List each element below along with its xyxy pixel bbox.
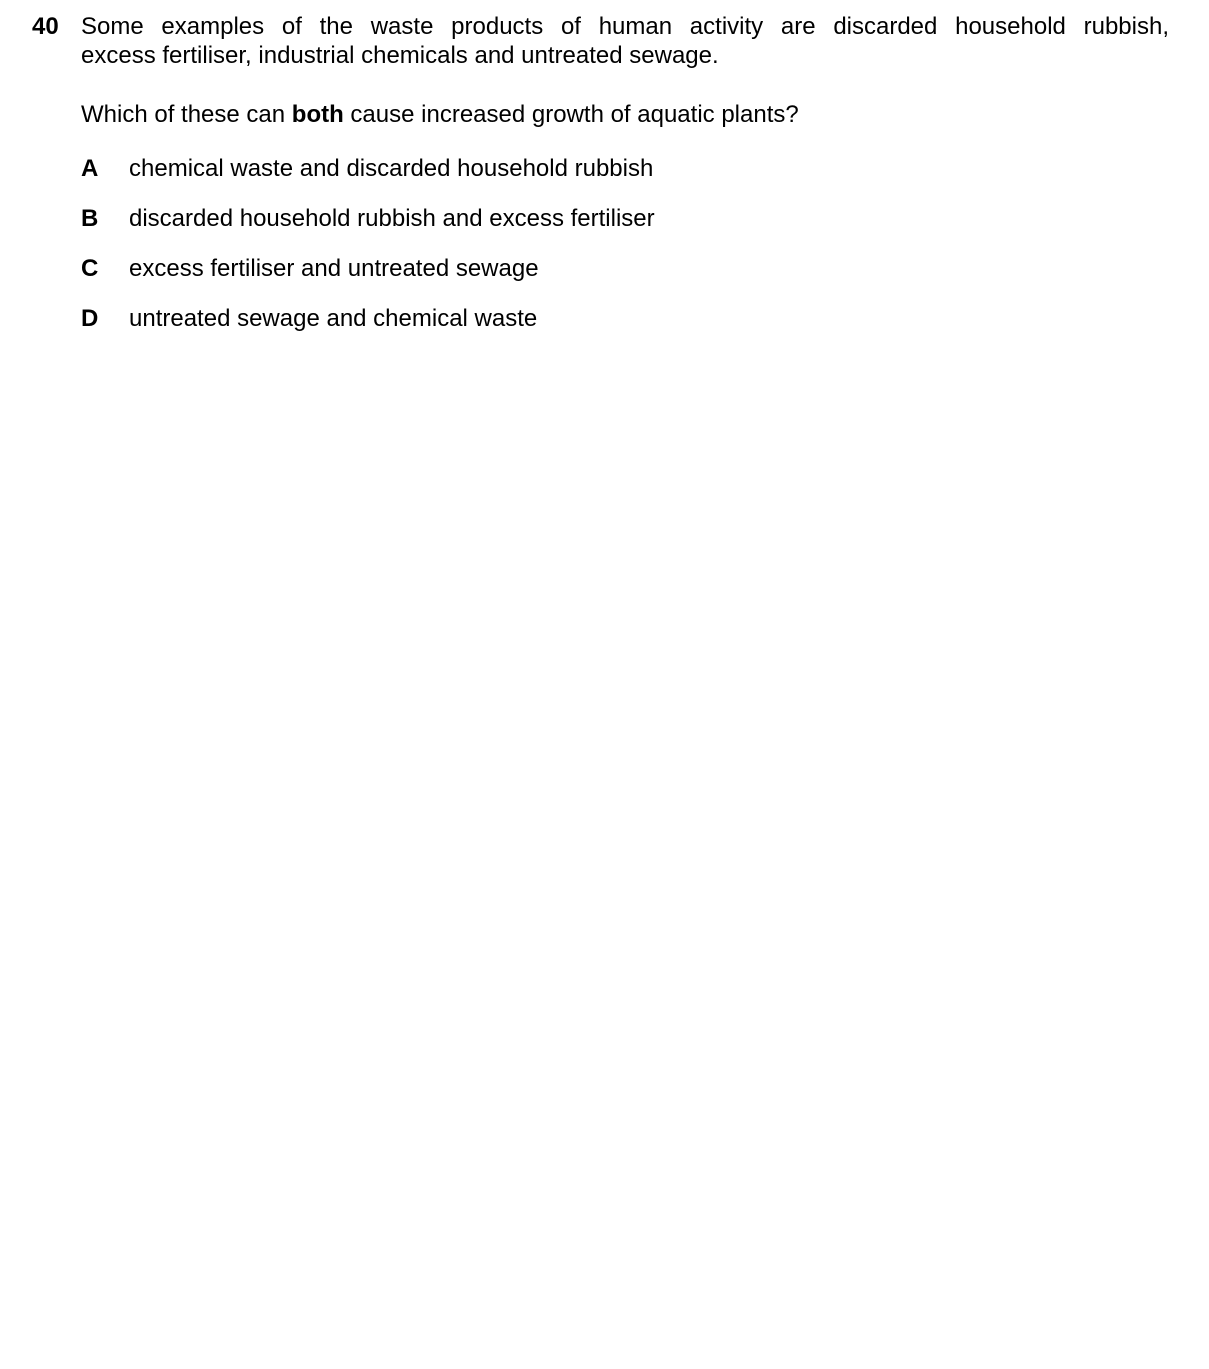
stem-line-2: excess fertiliser, industrial chemicals and untreated sewage.	[81, 42, 719, 69]
option-letter: C	[81, 255, 99, 282]
prompt-text-after: cause increased growth of aquatic plants?	[343, 101, 799, 128]
question-prompt	[81, 100, 799, 129]
prompt-text-before: Which of these can	[81, 101, 292, 128]
stem-line-1: Some examples of the waste products of human activity are discarded household rubbish,	[81, 13, 1169, 40]
option-text: discarded household rubbish and excess fertiliser	[129, 205, 655, 232]
option-letter: A	[81, 155, 99, 182]
question-number: 40	[32, 13, 59, 40]
option-letter: B	[81, 205, 99, 232]
prompt-bold-word: both	[291, 101, 344, 128]
question-stem	[81, 12, 1169, 70]
option-text: chemical waste and discarded household rubbish	[129, 155, 654, 182]
option-text: untreated sewage and chemical waste	[129, 305, 538, 332]
option-letter: D	[81, 305, 99, 332]
option-text: excess fertiliser and untreated sewage	[129, 255, 539, 282]
